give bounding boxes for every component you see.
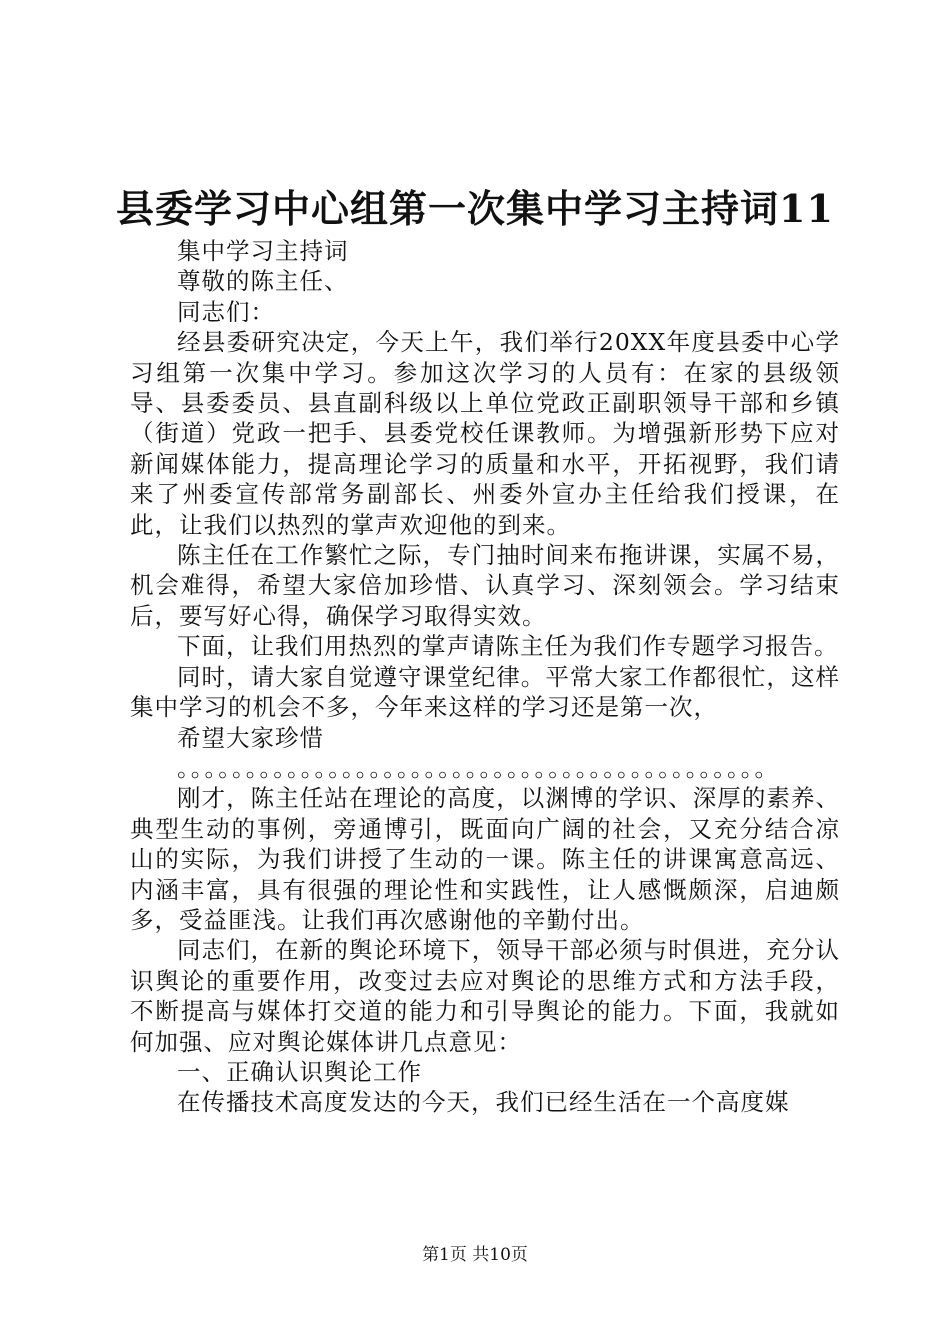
document-body [130,236,840,1118]
paragraph: 在传播技术高度发达的今天，我们已经生活在一个高度媒 [177,1088,790,1117]
paragraph: 经县委研究决定，今天上午，我们举行20XX年度县委中心学习组第一次集中学习。参加这次学习的人员有：在家的县级领导、县委委员、县直副科级以上单位党政正副职领导干部和乡镇（街道）党政一把手、县委党校任课教师。为增强新形势下应对新闻媒体能力，提高理论学习的质量和水平，开拓视野，我们请来了州委宣传部常务副部长、州委外宣办主任给我们授课，在此，让我们以热烈的掌声欢迎他的到来。 [130,328,840,539]
paragraph: 陈主任在工作繁忙之际，专门抽时间来布拖讲课，实属不易，机会难得，希望大家倍加珍惜、认真学习、深刻领会。学习结束后，要写好心得，确保学习取得实效。 [130,541,840,630]
ellipsis-line: 。。。。。。。。。。。。。。。。。。。。。。。。。。。。。。。。。。。。。。。。。。。 [177,753,780,782]
paragraph: 希望大家珍惜 [177,723,324,752]
paragraph-salutation: 尊敬的陈主任、 [177,267,349,296]
paragraph-salutation-comrades: 同志们： [177,297,275,326]
paragraph: 同志们，在新的舆论环境下，领导干部必须与时俱进，充分认识舆论的重要作用，改变过去应对舆论的思维方式和方法手段，不断提高与媒体打交道的能力和引导舆论的能力。下面，我就如何加强、应对舆论媒体讲几点意见： [130,936,840,1056]
paragraph: 刚才，陈主任站在理论的高度，以渊博的学识、深厚的素养、典型生动的事例，旁通博引，既面向广阔的社会，又充分结合凉山的实际，为我们讲授了生动的一课。陈主任的讲课寓意高远、内涵丰富，具有很强的理论性和实践性，让人感慨颇深，启迪颇多，受益匪浅。让我们再次感谢他的辛勤付出。 [130,784,840,934]
page-footer: 第1页 共10页 [422,1245,528,1265]
paragraph: 下面，让我们用热烈的掌声请陈主任为我们作专题学习报告。 [177,632,839,661]
section-heading: 一、正确认识舆论工作 [177,1057,422,1086]
document-title: 县委学习中心组第一次集中学习主持词11 [116,186,834,231]
paragraph: 同时，请大家自觉遵守课堂纪律。平常大家工作都很忙，这样集中学习的机会不多，今年来这样的学习还是第一次， [130,662,840,722]
paragraph-heading: 集中学习主持词 [177,237,349,265]
